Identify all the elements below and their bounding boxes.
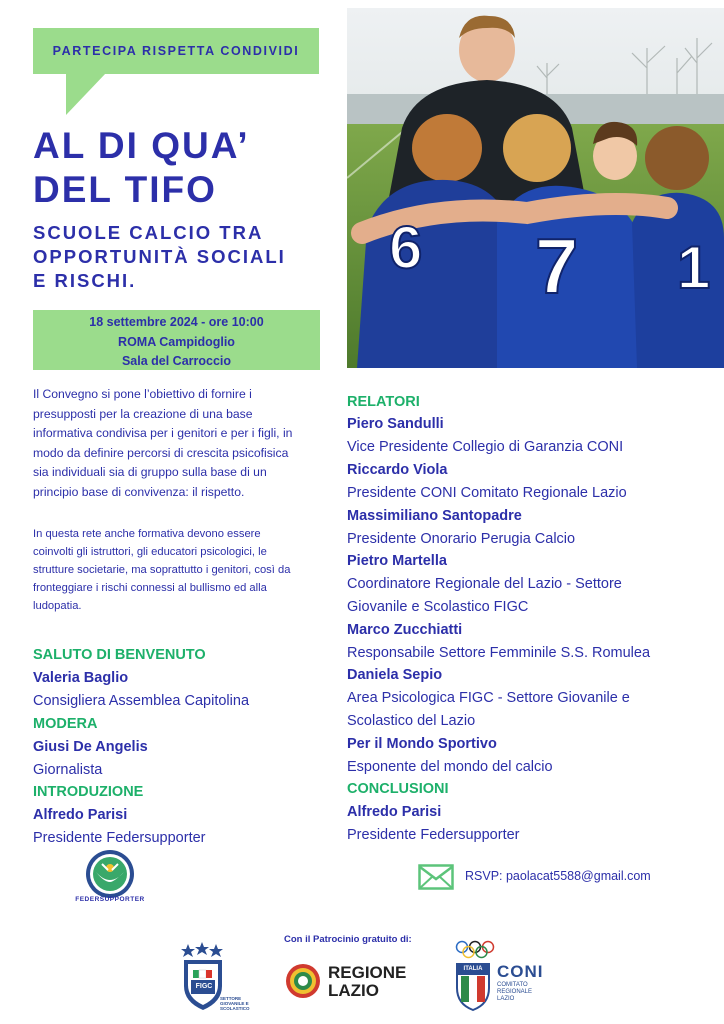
title-line-2: DEL TIFO xyxy=(33,169,217,210)
speaker-role: Area Psicologica FIGC - Settore Giovanile e xyxy=(347,690,630,706)
speaker-name: Piero Sandulli xyxy=(347,416,444,432)
speaker-role-cont: Scolastico del Lazio xyxy=(347,713,476,729)
coni-italia: ITALIA xyxy=(463,966,483,972)
federsupporter-logo xyxy=(84,848,136,900)
figc-logo xyxy=(180,940,250,1016)
event-room: Sala del Carroccio xyxy=(121,354,232,368)
moderator-name: Giusi De Angelis xyxy=(33,739,148,755)
regione-text-2: LAZIO xyxy=(328,981,379,1000)
regione-lazio-logo xyxy=(284,962,414,1002)
speaker-name: Massimiliano Santopadre xyxy=(347,508,522,524)
coni-logo xyxy=(455,940,555,1016)
patronage-label: Con il Patrocinio gratuito di: xyxy=(284,934,412,945)
speaker-name: Daniela Sepio xyxy=(347,667,443,683)
introduction-heading: INTRODUZIONE xyxy=(33,784,144,800)
subtitle-line-2: OPPORTUNITÀ SOCIALI xyxy=(33,246,286,267)
coni-subtext xyxy=(497,982,532,1003)
coni-sub-1: COMITATO xyxy=(497,982,528,988)
coni-sub-2: REGIONALE xyxy=(497,989,533,995)
speaker-name: Riccardo Viola xyxy=(347,462,448,478)
intro-paragraph-1: Il Convegno si pone l’obiettivo di fornire i presupposti per la creazione di una base informativa condivisa per i genitori e per i figli, in modo da definire percorsi di crescita psicofisica sia individuali sia di gruppo sulla base di un principio base di convivenza: il rispetto. xyxy=(33,387,293,499)
coni-sub-3: LAZIO xyxy=(497,996,515,1002)
regione-text-1: REGIONE xyxy=(328,963,407,982)
moderator-heading: MODERA xyxy=(33,716,98,732)
rsvp-email[interactable]: RSVP: paolacat5588@gmail.com xyxy=(465,869,651,883)
moderator-role: Giornalista xyxy=(33,762,103,778)
mail-icon[interactable] xyxy=(418,864,454,890)
speakers-heading: RELATORI xyxy=(347,394,420,410)
speaker-role: Presidente Onorario Perugia Calcio xyxy=(347,531,576,547)
subtitle-line-1: SCUOLE CALCIO TRA xyxy=(33,222,264,243)
intro-paragraph-2: In questa rete anche formativa devono essere coinvolti gli istruttori, gli educatori psicologici, le strutture societarie, ma soprattutto i genitori, così da fronteggiare i rischi connessi al bullismo ed alla ludopatia. xyxy=(33,528,291,612)
speaker-role: Vice Presidente Collegio di Garanzia CONI xyxy=(347,439,624,455)
tagline: PARTECIPA RISPETTA CONDIVIDI xyxy=(52,44,300,58)
figc-subtext: SETTORE GIOVANILE E SCOLASTICO xyxy=(220,996,250,1011)
figc-text: FIGC xyxy=(195,983,213,990)
conclusions-role: Presidente Federsupporter xyxy=(347,827,520,843)
speaker-name: Per il Mondo Sportivo xyxy=(347,736,497,752)
speaker-name: Marco Zucchiatti xyxy=(347,622,463,638)
speaker-role-cont: Giovanile e Scolastico FIGC xyxy=(347,599,529,615)
title-line-1: AL DI QUA’ xyxy=(33,125,250,166)
welcome-heading: SALUTO DI BENVENUTO xyxy=(33,647,206,663)
speaker-role: Esponente del mondo del calcio xyxy=(347,759,553,775)
svg-text:7: 7 xyxy=(535,222,579,310)
speaker-role: Coordinatore Regionale del Lazio - Settore xyxy=(347,576,622,592)
subtitle-line-3: E RISCHI. xyxy=(33,270,137,291)
welcome-name: Valeria Baglio xyxy=(33,670,129,686)
speaker-role: Presidente CONI Comitato Regionale Lazio xyxy=(347,485,627,501)
event-place: ROMA Campidoglio xyxy=(118,334,235,349)
conclusions-heading: CONCLUSIONI xyxy=(347,781,449,797)
left-program xyxy=(33,0,323,1024)
welcome-role: Consigliera Assemblea Capitolina xyxy=(33,693,250,709)
speaker-role: Responsabile Settore Femminile S.S. Romulea xyxy=(347,645,651,661)
introduction-role: Presidente Federsupporter xyxy=(33,830,206,846)
federsupporter-label: FEDERSUPPORTER xyxy=(75,896,145,903)
introduction-name: Alfredo Parisi xyxy=(33,807,128,823)
speaker-name: Pietro Martella xyxy=(347,553,447,569)
event-date: 18 settembre 2024 - ore 10:00 xyxy=(89,315,264,329)
svg-text:6: 6 xyxy=(389,214,423,281)
coni-text: CONI xyxy=(497,962,544,981)
svg-text:1: 1 xyxy=(677,234,711,301)
conclusions-name: Alfredo Parisi xyxy=(347,804,442,820)
